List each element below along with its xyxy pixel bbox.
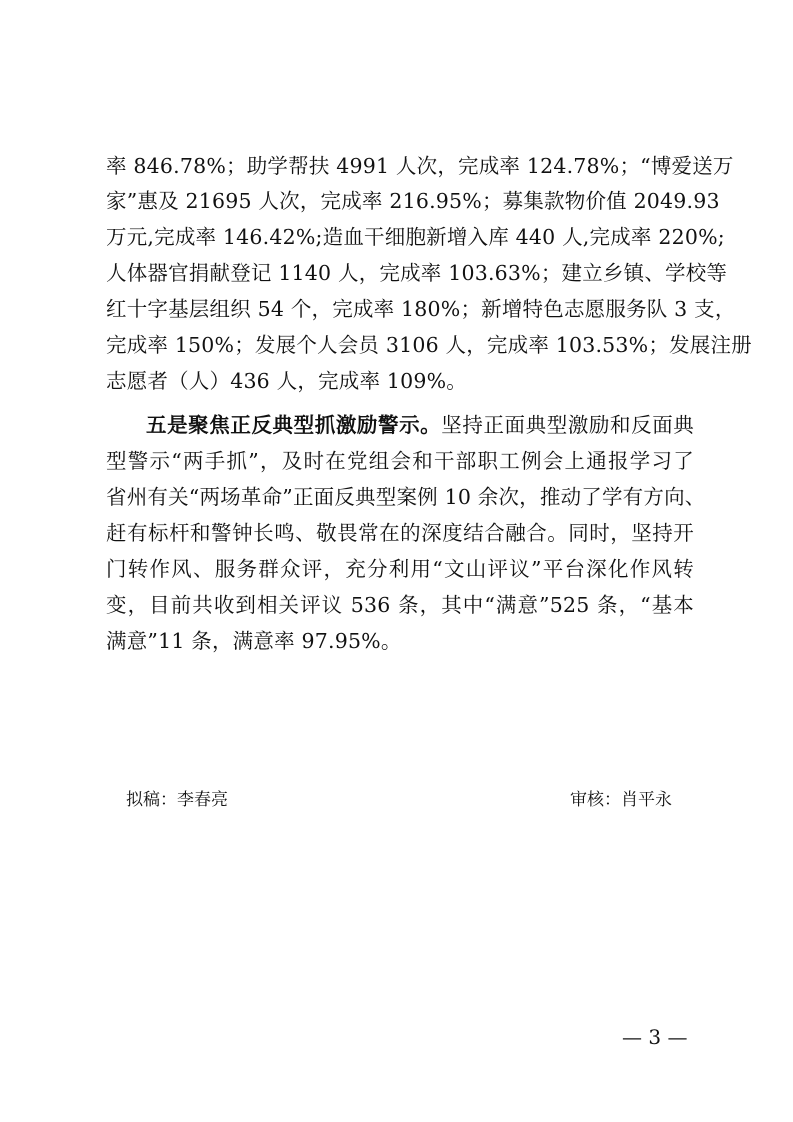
page-number: — 3 — xyxy=(622,1025,688,1049)
section5-first-line xyxy=(146,410,694,440)
body-line-1: 率 846.78%；助学帮扶 4991 人次，完成率 124.78%；“博爱送万 xyxy=(106,154,734,178)
section5-first-line-text: 坚持正面典型激励和反面典 xyxy=(441,413,694,437)
section5-heading: 五是聚焦正反典型抓激励警示。 xyxy=(146,413,442,437)
body-line-7: 志愿者（人）436 人，完成率 109%。 xyxy=(106,369,467,393)
section5-line-7: 满意”11 条，满意率 97.95%。 xyxy=(106,629,402,653)
body-line-4: 人体器官捐献登记 1140 人，完成率 103.63%；建立乡镇、学校等 xyxy=(106,261,728,285)
section5-line-5: 门转作风、服务群众评，充分利用“文山评议”平台深化作风转 xyxy=(106,557,694,581)
drafter-signature: 拟稿：李春亮 xyxy=(126,790,228,810)
body-line-6: 完成率 150%；发展个人会员 3106 人，完成率 103.53%；发展注册 xyxy=(106,333,752,357)
section5-line-4: 赶有标杆和警钟长鸣、敬畏常在的深度结合融合。同时，坚持开 xyxy=(106,521,694,545)
section5-line-3: 省州有关“两场革命”正面反典型案例 10 余次，推动了学有方向、 xyxy=(106,485,706,509)
section5-line-6: 变，目前共收到相关评议 536 条，其中“满意”525 条，“基本 xyxy=(106,593,694,617)
reviewer-signature: 审核：肖平永 xyxy=(570,790,672,810)
body-line-2: 家”惠及 21695 人次，完成率 216.95%；募集款物价值 2049.93 xyxy=(106,189,720,213)
body-line-3: 万元,完成率 146.42%;造血干细胞新增入库 440 人,完成率 220%; xyxy=(106,225,725,249)
body-line-5: 红十字基层组织 54 个，完成率 180%；新增特色志愿服务队 3 支， xyxy=(106,297,736,321)
section5-line-2: 型警示“两手抓”，及时在党组会和干部职工例会上通报学习了 xyxy=(106,449,694,473)
